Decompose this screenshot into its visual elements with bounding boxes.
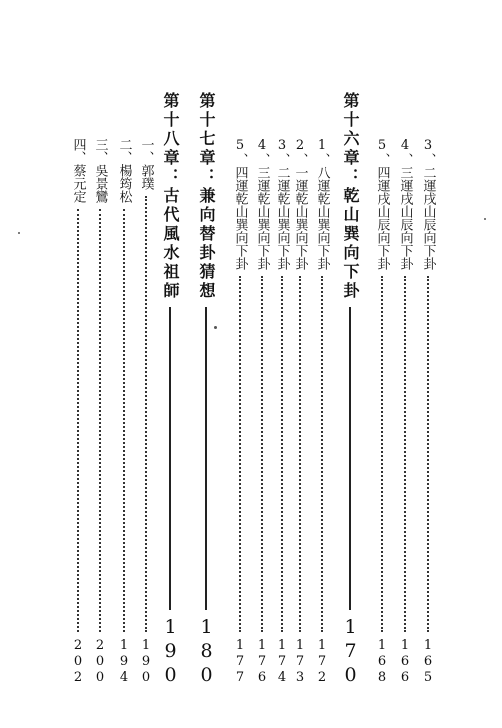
leader-line: [205, 307, 207, 610]
page-number: 180: [195, 616, 218, 688]
leader-line: [169, 307, 171, 610]
entry-title: 3、二運乾山巽向下卦: [274, 138, 290, 270]
toc-entry: [370, 138, 394, 686]
toc-entry: [393, 138, 417, 686]
page-number: 172: [314, 638, 330, 686]
chapter-title: 第十八章：古代風水祖師: [161, 92, 180, 301]
entry-title: 1、八運乾山巽向下卦: [314, 138, 330, 270]
entry-title: 4、三運乾山巽向下卦: [254, 138, 270, 270]
chapter-title: 第十七章：兼向替卦猜想: [197, 92, 216, 301]
entry-title: 5、四運戌山辰向下卦: [374, 138, 390, 270]
chapter-heading: [158, 92, 182, 688]
leader-line: [349, 307, 351, 610]
page-number: 177: [232, 638, 248, 686]
entry-title: 4、三運戌山辰向下卦: [397, 138, 413, 270]
page-number: 174: [274, 638, 290, 686]
page-number: 173: [292, 638, 308, 686]
page-number: 168: [374, 638, 390, 686]
chapter-heading: [194, 92, 218, 688]
entry-title: 二、楊筠松: [116, 138, 132, 203]
page-number: 202: [70, 638, 86, 686]
page-number: 190: [159, 616, 182, 688]
leader-line: [123, 209, 125, 632]
entry-title: 四、蔡元定: [70, 138, 86, 203]
entry-title: 2、一運乾山巽向下卦: [292, 138, 308, 270]
toc-entry: [310, 138, 334, 686]
leader-line: [299, 276, 301, 632]
entry-title: 5、四運乾山巽向下卦: [232, 138, 248, 270]
toc-entry: [250, 138, 274, 686]
leader-line: [404, 276, 406, 632]
leader-line: [99, 209, 101, 632]
scan-speck: [484, 218, 486, 220]
toc-entry: [228, 138, 252, 686]
entry-title: 3、二運戌山辰向下卦: [420, 138, 436, 270]
leader-line: [261, 276, 263, 632]
entry-title: 三、吳景鸞: [92, 138, 108, 203]
scan-speck: [18, 232, 20, 234]
leader-line: [239, 276, 241, 632]
leader-line: [77, 209, 79, 632]
page-number: 176: [254, 638, 270, 686]
leader-line: [427, 276, 429, 632]
page-number: 170: [339, 616, 362, 688]
entry-title: 一、郭璞: [138, 138, 154, 190]
page-number: 165: [420, 638, 436, 686]
toc-entry: [134, 138, 158, 686]
toc-entry: [66, 138, 90, 686]
page-number: 194: [116, 638, 132, 686]
leader-line: [145, 196, 147, 632]
toc-entry: [112, 138, 136, 686]
chapter-heading: [338, 92, 362, 688]
leader-line: [281, 276, 283, 632]
leader-line: [381, 276, 383, 632]
chapter-title: 第十六章：乾山巽向下卦: [341, 92, 360, 301]
toc-entry: [88, 138, 112, 686]
page-number: 166: [397, 638, 413, 686]
scan-speck: [214, 326, 217, 329]
page-number: 200: [92, 638, 108, 686]
leader-line: [321, 276, 323, 632]
page-number: 190: [138, 638, 154, 686]
toc-entry: [416, 138, 440, 686]
